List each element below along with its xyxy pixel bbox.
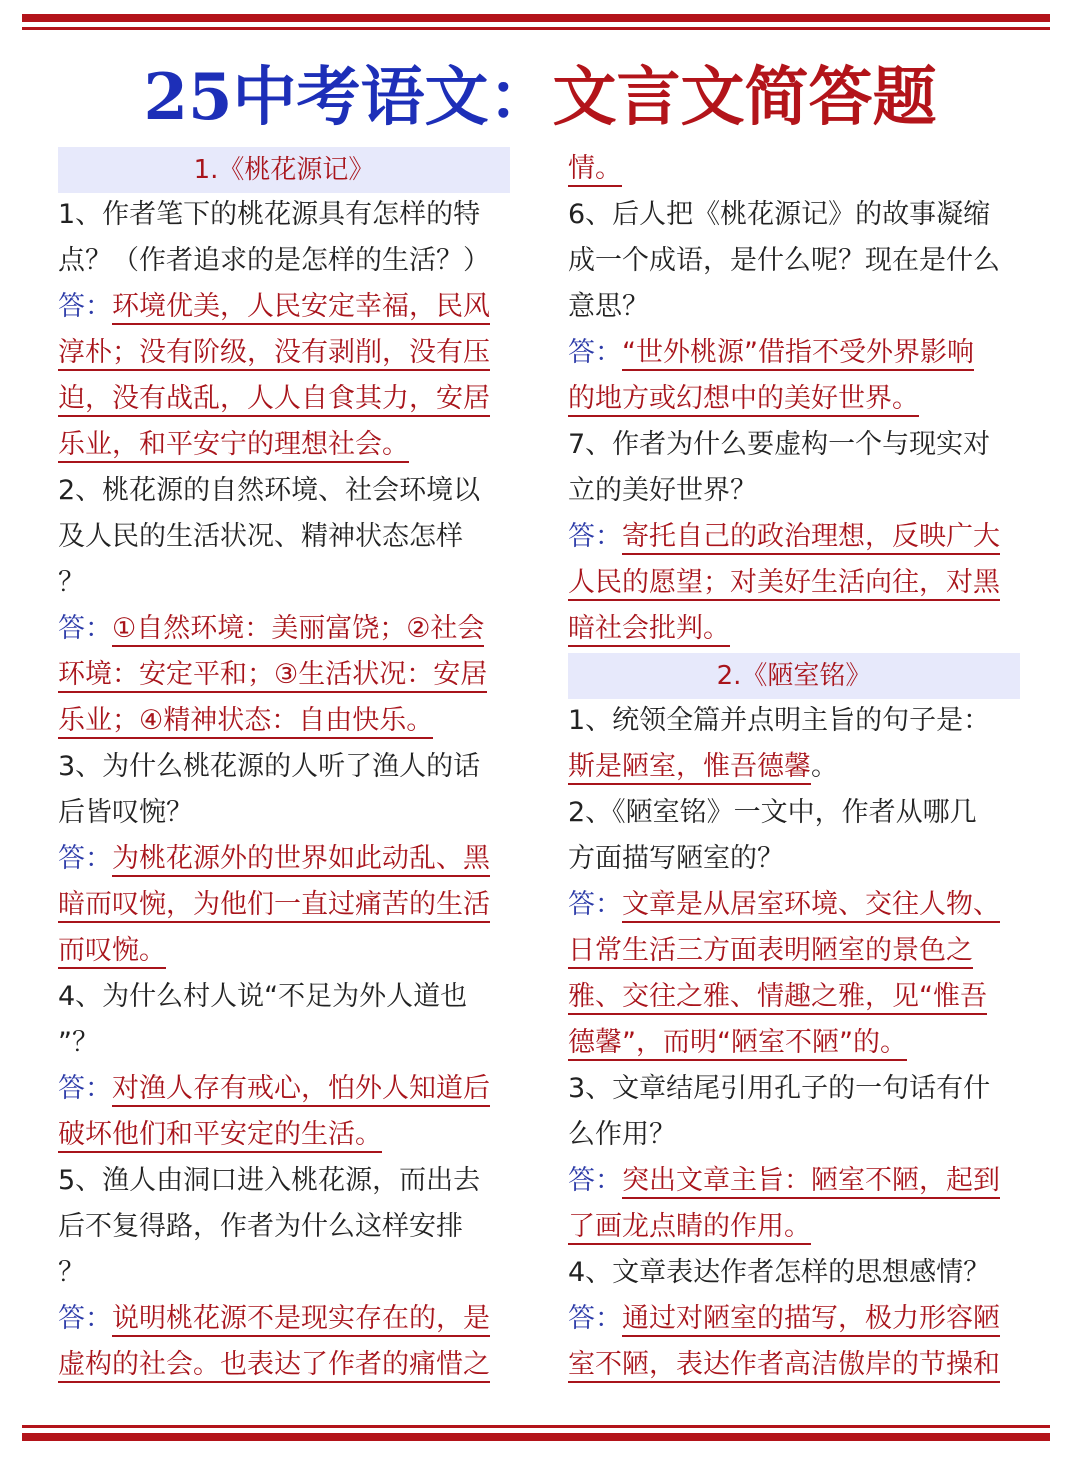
answer-line [568, 929, 1020, 975]
answer-line [568, 147, 1020, 193]
answer-line [568, 883, 1020, 929]
section-header: 1.《桃花源记》 [58, 147, 510, 193]
question-text: ？ [58, 1257, 85, 1288]
question-line [58, 1159, 510, 1205]
answer-text: 说明桃花源不是现实存在的，是 [112, 1303, 490, 1337]
answer-line [58, 377, 510, 423]
answer-text: 为桃花源外的世界如此动乱、黑 [112, 843, 490, 877]
answer-text: 对渔人存有戒心，怕外人知道后 [112, 1073, 490, 1107]
answer-text: 人民的愿望；对美好生活向往，对黑 [568, 567, 1000, 601]
answer-line [568, 377, 1020, 423]
answer-line [58, 285, 510, 331]
answer-text: 破坏他们和平安定的生活。 [58, 1119, 382, 1153]
answer-text: 室不陋，表达作者高洁傲岸的节操和 [568, 1349, 1000, 1383]
left-column [58, 147, 510, 1389]
answer-text: 寄托自己的政治理想，反映广大 [622, 521, 1000, 555]
question-line [58, 1021, 510, 1067]
question-line [568, 469, 1020, 515]
answer-text: “世外桃源”借指不受外界影响 [622, 337, 974, 371]
question-text: ？ [58, 567, 85, 598]
question-line [58, 469, 510, 515]
question-text: 2、桃花源的自然环境、社会环境以 [58, 475, 481, 506]
question-line [58, 193, 510, 239]
answer-text: 虚构的社会。也表达了作者的痛惜之 [58, 1349, 490, 1383]
answer-text: 的地方或幻想中的美好世界。 [568, 383, 919, 417]
answer-line [568, 331, 1020, 377]
answer-label: 答： [58, 1073, 112, 1104]
answer-text: ①自然环境：美丽富饶；②社会 [112, 613, 484, 647]
question-line [568, 239, 1020, 285]
answer-text: 暗社会批判。 [568, 613, 730, 647]
answer-line [568, 1205, 1020, 1251]
answer-line [568, 1343, 1020, 1389]
answer-text: 情。 [568, 153, 622, 187]
answer-text: 雅、交往之雅、情趣之雅，见“惟吾 [568, 981, 987, 1015]
question-line [568, 1067, 1020, 1113]
answer-line [58, 1113, 510, 1159]
bottom-rule [22, 1425, 1050, 1441]
answer-line [568, 607, 1020, 653]
answer-text: 暗而叹惋，为他们一直过痛苦的生活 [58, 889, 490, 923]
answer-text: 乐业；④精神状态：自由快乐。 [58, 705, 433, 739]
question-line [568, 699, 1020, 745]
question-text: 4、文章表达作者怎样的思想感情？ [568, 1257, 991, 1288]
answer-line [568, 515, 1020, 561]
answer-line [58, 883, 510, 929]
question-line [58, 745, 510, 791]
question-text: 4、为什么村人说“不足为外人道也 [58, 981, 468, 1012]
answer-line [58, 929, 510, 975]
question-text: 意思？ [568, 291, 649, 322]
answer-label: 答： [568, 337, 622, 368]
question-text: 立的美好世界？ [568, 475, 757, 506]
answer-text: 文章是从居室环境、交往人物、 [622, 889, 1000, 923]
answer-text: 日常生活三方面表明陋室的景色之 [568, 935, 973, 969]
answer-line [568, 745, 1020, 791]
question-text: ”？ [58, 1027, 99, 1058]
answer-line [58, 1343, 510, 1389]
answer-line [58, 607, 510, 653]
question-text: 6、后人把《桃花源记》的故事凝缩 [568, 199, 991, 230]
answer-line [58, 1297, 510, 1343]
answer-line [568, 1021, 1020, 1067]
question-line [568, 423, 1020, 469]
answer-line [58, 423, 510, 469]
answer-line [568, 975, 1020, 1021]
title-part-2: 文言文简答题 [552, 60, 937, 135]
question-line [568, 285, 1020, 331]
answer-text: 了画龙点睛的作用。 [568, 1211, 811, 1245]
answer-text: 突出文章主旨：陋室不陋，起到 [622, 1165, 1000, 1199]
question-line [58, 791, 510, 837]
answer-tail: 。 [811, 751, 838, 782]
section-header: 2.《陋室铭》 [568, 653, 1020, 699]
question-line [568, 837, 1020, 883]
question-line [568, 791, 1020, 837]
question-text: 3、文章结尾引用孔子的一句话有什 [568, 1073, 991, 1104]
answer-label: 答： [58, 613, 112, 644]
question-line [58, 515, 510, 561]
question-line [58, 975, 510, 1021]
answer-text: 德馨”，而明“陋室不陋”的。 [568, 1027, 907, 1061]
question-text: 后皆叹惋？ [58, 797, 193, 828]
question-line [58, 1205, 510, 1251]
question-text: 方面描写陋室的？ [568, 843, 784, 874]
answer-label: 答： [568, 521, 622, 552]
answer-line [568, 561, 1020, 607]
question-line [58, 1251, 510, 1297]
answer-text: 迫，没有战乱，人人自食其力，安居 [58, 383, 490, 417]
page-title [0, 58, 1080, 138]
answer-label: 答： [568, 1303, 622, 1334]
answer-line [58, 1067, 510, 1113]
question-text: 么作用？ [568, 1119, 676, 1150]
question-text: 点？（作者追求的是怎样的生活？） [58, 245, 490, 276]
answer-text: 淳朴；没有阶级，没有剥削，没有压 [58, 337, 490, 371]
answer-line [568, 1297, 1020, 1343]
question-text: 成一个成语，是什么呢？现在是什么 [568, 245, 1000, 276]
answer-line [58, 331, 510, 377]
question-text: 1、统领全篇并点明主旨的句子是： [568, 705, 991, 736]
answer-line [58, 699, 510, 745]
question-text: 7、作者为什么要虚构一个与现实对 [568, 429, 991, 460]
answer-label: 答： [568, 889, 622, 920]
question-line [568, 1251, 1020, 1297]
question-line [568, 1113, 1020, 1159]
title-part-1: 25中考语文： [143, 60, 553, 135]
answer-line [58, 653, 510, 699]
question-text: 1、作者笔下的桃花源具有怎样的特 [58, 199, 481, 230]
question-text: 后不复得路，作者为什么这样安排 [58, 1211, 463, 1242]
answer-line [58, 837, 510, 883]
right-column [568, 147, 1020, 1389]
answer-text: 环境优美，人民安定幸福，民风 [112, 291, 490, 325]
answer-text: 斯是陋室，惟吾德馨 [568, 751, 811, 785]
question-line [568, 193, 1020, 239]
question-line [58, 561, 510, 607]
question-text: 5、渔人由洞口进入桃花源，而出去 [58, 1165, 481, 1196]
top-rule [22, 14, 1050, 30]
answer-label: 答： [58, 843, 112, 874]
question-text: 2、《陋室铭》一文中，作者从哪几 [568, 797, 977, 828]
answer-text: 乐业，和平安宁的理想社会。 [58, 429, 409, 463]
answer-label: 答： [58, 1303, 112, 1334]
answer-text: 环境：安定平和；③生活状况：安居 [58, 659, 487, 693]
answer-label: 答： [58, 291, 112, 322]
answer-text: 而叹惋。 [58, 935, 166, 969]
answer-line [568, 1159, 1020, 1205]
question-text: 及人民的生活状况、精神状态怎样 [58, 521, 463, 552]
question-line [58, 239, 510, 285]
answer-label: 答： [568, 1165, 622, 1196]
answer-text: 通过对陋室的描写，极力形容陋 [622, 1303, 1000, 1337]
question-text: 3、为什么桃花源的人听了渔人的话 [58, 751, 481, 782]
